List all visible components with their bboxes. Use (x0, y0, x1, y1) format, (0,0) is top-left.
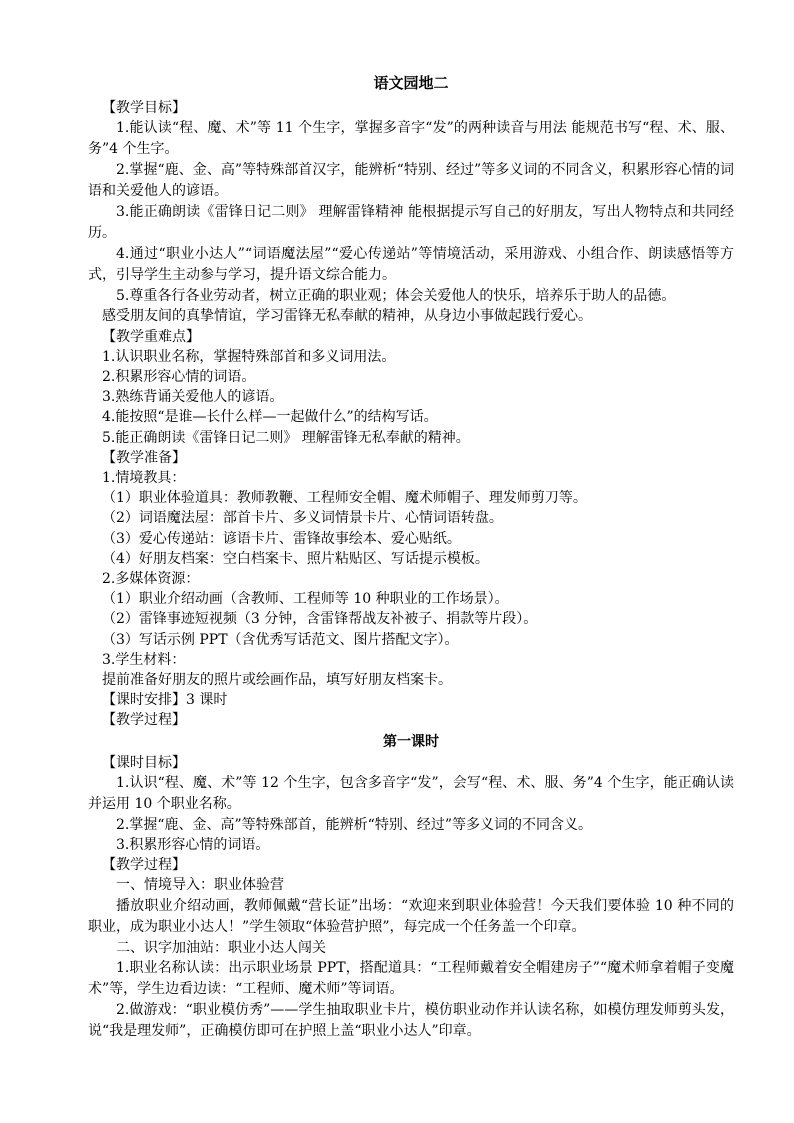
prep-sub1-item-2: （2）词语魔法屋：部首卡片、多义词情景卡片、心情词语转盘。 (102, 510, 503, 527)
lesson1-goal-1: 1.认识“程、魔、术”等 12 个生字，包含多音字“发”，会写“程、术、服、务”4 个生字，能正确认读并运用 10 个职业名称。 (88, 774, 734, 812)
prep-sub1-item-3: （3）爱心传递站：谚语卡片、雷锋故事绘本、爱心贴纸。 (102, 530, 461, 547)
goal-item-1: 1.能认读“程、魔、术”等 11 个生字，掌握多音字“发”的两种读音与用法 能规范书写“程、术、服、务”4 个生字。 (88, 120, 734, 158)
keypoints-heading: 【教学重难点】 (102, 328, 200, 345)
keypoint-item-5: 5.能正确朗读《雷锋日记二则》 理解雷锋无私奉献的精神。 (102, 429, 470, 446)
lesson1-step2-item-2: 2.做游戏：“职业模仿秀”——学生抽取职业卡片，模仿职业动作并认读名称，如模仿理发师剪头发，说“我是理发师”，正确模仿即可在护照上盖“职业小达人”印章。 (88, 1001, 734, 1039)
goal-item-2: 2.掌握“鹿、金、高”等特殊部首汉字，能辨析“特别、经过”等多义词的不同含义，积累形容心情的词语和关爱他人的谚语。 (88, 162, 734, 200)
process-heading: 【教学过程】 (102, 712, 186, 729)
keypoint-item-1: 1.认识职业名称，掌握特殊部首和多义词用法。 (102, 348, 396, 365)
prep-sub1-item-4: （4）好朋友档案：空白档案卡、照片粘贴区、写话提示模板。 (102, 550, 489, 567)
keypoint-item-4: 4.能按照“是谁—长什么样—一起做什么”的结构写话。 (102, 409, 438, 426)
document-page (88, 72, 734, 1042)
goal-item-3: 3.能正确朗读《雷锋日记二则》 理解雷锋精神 能根据提示写自己的好朋友，写出人物特点和共同经历。 (88, 204, 734, 242)
lesson1-step2-item-1: 1.职业名称认读：出示职业场景 PPT，搭配道具：“工程师戴着安全帽建房子”“魔术师拿着帽子变魔术”等，学生边看边读：“工程师、魔术师”等词语。 (88, 959, 734, 997)
lesson1-step1-text: 播放职业介绍动画，教师佩戴“营长证”出场：“欢迎来到职业体验营！今天我们要体验 10 种不同的职业，成为职业小达人！”学生领取“体验营护照”，每完成一个任务盖一个印章。 (88, 897, 734, 935)
goals-heading: 【教学目标】 (102, 100, 186, 116)
goal-item-6: 感受朋友间的真挚情谊，学习雷锋无私奉献的精神，从身边小事做起践行爱心。 (102, 308, 592, 325)
prep-sub1: 1.情境教具： (102, 470, 186, 487)
prep-sub3: 3.学生材料： (102, 651, 186, 668)
prep-sub2: 2.多媒体资源： (102, 571, 200, 588)
goal-item-5: 5.尊重各行各业劳动者，树立正确的职业观；体会关爱他人的快乐，培养乐于助人的品德。 (116, 288, 676, 305)
schedule-line: 【课时安排】3 课时 (102, 692, 228, 709)
goal-item-4: 4.通过“职业小达人”“词语魔法屋”“爱心传递站”等情境活动，采用游戏、小组合作、朗读感悟等方式，引导学生主动参与学习，提升语文综合能力。 (88, 246, 734, 284)
lesson1-goals-heading: 【课时目标】 (102, 754, 186, 771)
lesson1-step2-title: 二、识字加油站：职业小达人闯关 (116, 939, 326, 956)
keypoint-item-3: 3.熟练背诵关爱他人的谚语。 (102, 389, 284, 406)
document-title: 语文园地二 (373, 74, 449, 92)
lesson1-goal-3: 3.积累形容心情的词语。 (116, 837, 270, 854)
prep-sub1-item-1: （1）职业体验道具：教师教鞭、工程师安全帽、魔术师帽子、理发师剪刀等。 (102, 490, 587, 507)
lesson1-step1-title: 一、情境导入：职业体验营 (116, 877, 284, 894)
lesson1-goal-2: 2.掌握“鹿、金、高”等特殊部首，能辨析“特别、经过”等多义词的不同含义。 (116, 816, 592, 833)
prep-sub2-item-1: （1）职业介绍动画（含教师、工程师等 10 种职业的工作场景）。 (102, 591, 509, 608)
prep-sub2-item-3: （3）写话示例 PPT（含优秀写话范文、图片搭配文字）。 (102, 631, 459, 648)
keypoint-item-2: 2.积累形容心情的词语。 (102, 369, 256, 386)
prep-sub2-item-2: （2）雷锋事迹短视频（3 分钟，含雷锋帮战友补被子、捐款等片段）。 (102, 611, 538, 628)
prep-heading: 【教学准备】 (102, 449, 186, 466)
lesson1-process-heading: 【教学过程】 (102, 857, 186, 874)
prep-sub3-text: 提前准备好朋友的照片或绘画作品，填写好朋友档案卡。 (102, 672, 452, 689)
lesson1-title: 第一课时 (383, 733, 439, 750)
